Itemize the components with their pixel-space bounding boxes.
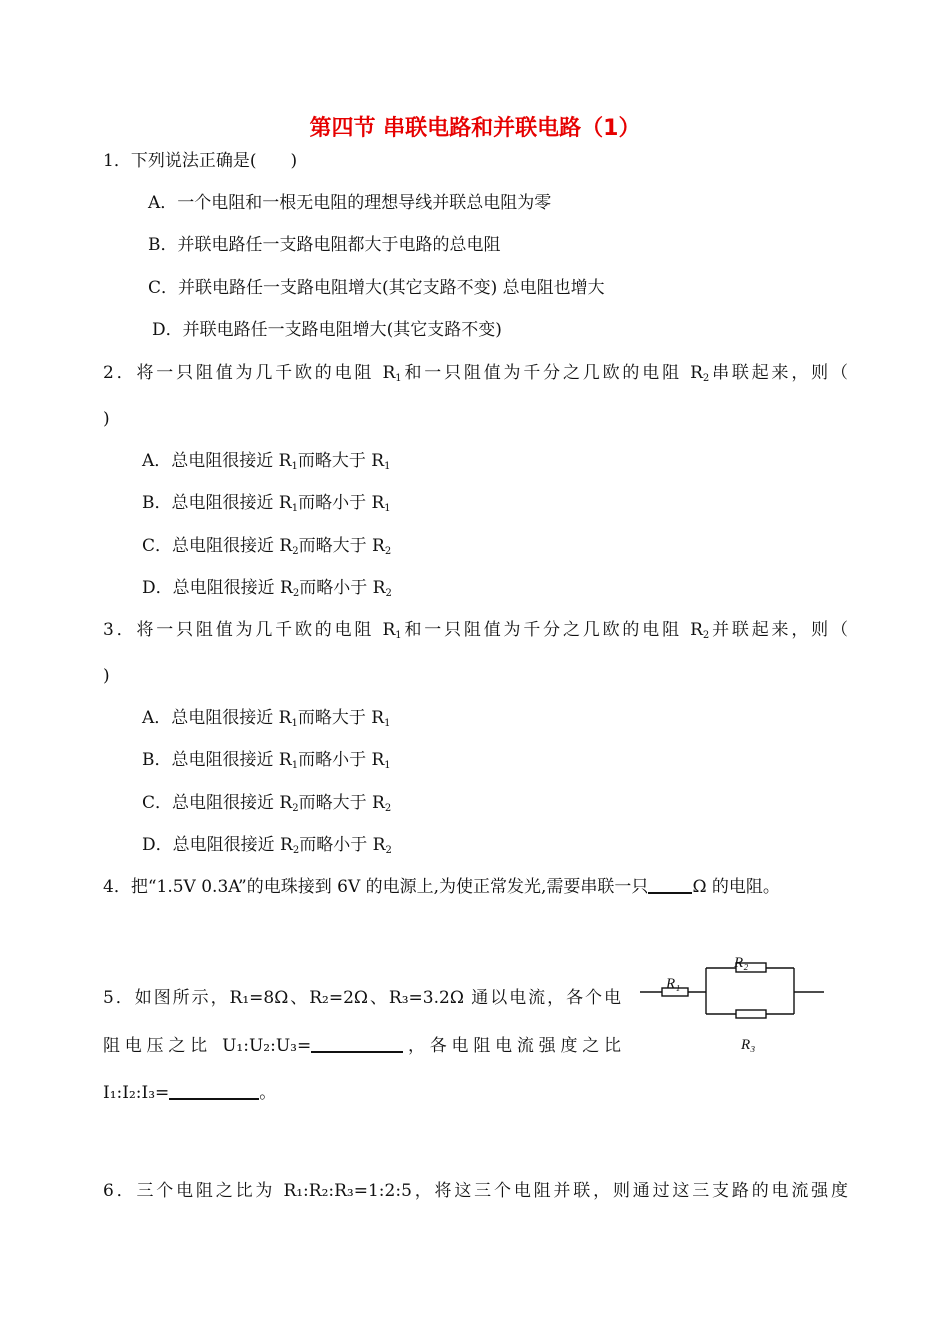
q2-option-a: A．总电阻很接近 $R_1$而略大于 $R_1$ [142, 451, 391, 472]
q3-stem-close: ) [103, 666, 110, 686]
q3-stem: 3．将一只阻值为几千欧的电阻 $R_1$和一只阻值为千分之几欧的电阻 $R_2$并联起来，则（ [103, 620, 848, 641]
q1-stem: 1．下列说法正确是( ) [103, 151, 298, 171]
label-r3: R₃ [741, 1037, 756, 1053]
q5-voltage-blank[interactable] [311, 1035, 403, 1053]
circuit-diagram [640, 948, 830, 1058]
q2-stem-close: ) [103, 409, 110, 429]
q3-option-c: C．总电阻很接近 $R_2$而略大于 $R_2$ [142, 793, 392, 814]
q1-option-d: D．并联电路任一支路电阻增大(其它支路不变) [152, 320, 502, 340]
q5-line3: I₁:I₂:I₃= 。 [103, 1083, 277, 1103]
q3-option-a: A．总电阻很接近 $R_1$而略大于 $R_1$ [142, 708, 391, 729]
q5-line1: 5．如图所示，R₁=8Ω、R₂=2Ω、R₃=3.2Ω 通以电流，各个电 [103, 988, 621, 1008]
resistor-r3 [736, 1010, 766, 1018]
q2-option-c: C．总电阻很接近 $R_2$而略大于 $R_2$ [142, 536, 392, 557]
label-r1: R₁ [666, 976, 681, 992]
q5-line2: 阻电压之比 U₁:U₂:U₃= ，各电阻电流强度之比 [103, 1036, 622, 1056]
q1-option-a: A．一个电阻和一根无电阻的理想导线并联总电阻为零 [148, 193, 552, 213]
q4-answer-blank[interactable] [648, 876, 692, 894]
q3-option-b: B．总电阻很接近 $R_1$而略小于 $R_1$ [142, 750, 391, 771]
q2-option-b: B．总电阻很接近 $R_1$而略小于 $R_1$ [142, 493, 391, 514]
q2-stem: 2．将一只阻值为几千欧的电阻 $R_1$和一只阻值为千分之几欧的电阻 $R_2$串联起来，则（ [103, 363, 848, 384]
q6-line1: 6．三个电阻之比为 R₁:R₂:R₃=1:2:5，将这三个电阻并联，则通过这三支路的电流强度 [103, 1181, 848, 1201]
q1-option-b: B．并联电路任一支路电阻都大于电路的总电阻 [148, 235, 501, 255]
label-r2: R₂ [734, 955, 749, 971]
q4-text: 4．把“1.5V 0.3A”的电珠接到 6V 的电源上,为使正常发光,需要串联一只 Ω 的电阻。 [103, 877, 780, 897]
q1-option-c: C．并联电路任一支路电阻增大(其它支路不变) 总电阻也增大 [148, 278, 605, 298]
page-title: 第四节 串联电路和并联电路（1） [309, 116, 641, 141]
q5-current-blank[interactable] [169, 1082, 259, 1100]
q3-option-d: D．总电阻很接近 $R_2$而略小于 $R_2$ [142, 835, 392, 856]
q2-option-d: D．总电阻很接近 $R_2$而略小于 $R_2$ [142, 578, 392, 599]
